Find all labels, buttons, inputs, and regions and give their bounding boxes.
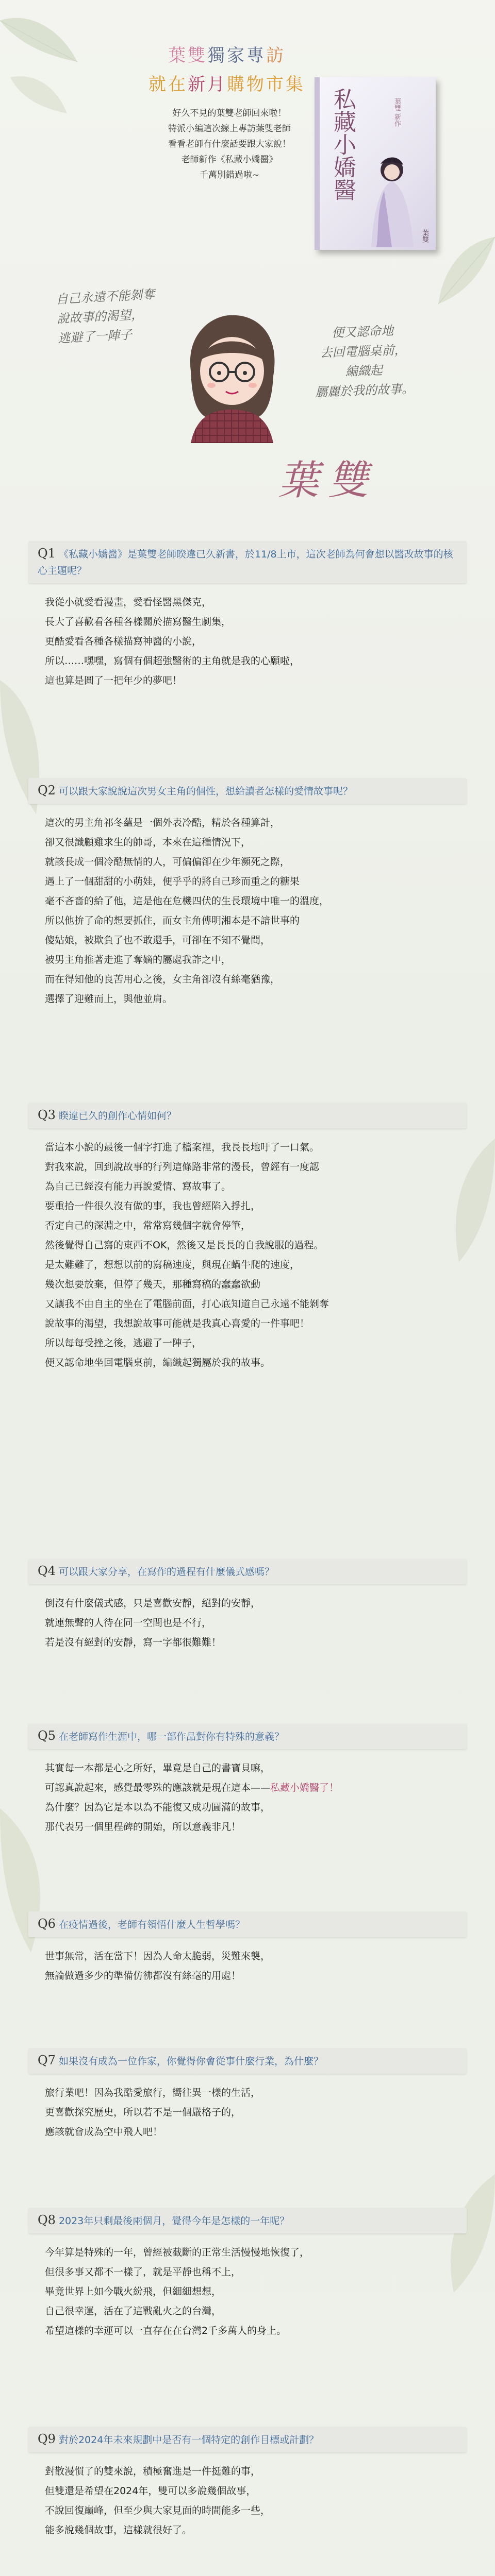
book-spine [315, 77, 320, 250]
title-interview: 訪 [266, 45, 286, 66]
question-number: Q8 [38, 2213, 56, 2227]
answer-line: 又讓我不由自主的坐在了電腦前面，打心底知道自己永遠不能剝奪 [45, 1298, 329, 1310]
answer-line: 今年算是特殊的一年，曾經被截斷的正常生活慢慢地恢復了， [45, 2247, 310, 2258]
book-title: 私藏小嬌醫 [329, 88, 356, 201]
answer-line: 不說回復巔峰，但至少與大家見面的時間能多一些， [45, 2505, 271, 2516]
answer-line: 應該就會成為空中飛人吧！ [45, 2126, 163, 2138]
answer-line: 然後覺得自己寫的東西不OK，然後又是長長的自我說服的過程。 [45, 1240, 324, 1251]
answer-line: 就該長成一個冷酷無情的人，可偏偏卻在少年瀕死之際， [45, 856, 290, 868]
qa-block-3 [28, 1103, 467, 1372]
answer-line: 但很多事又都不一樣了，就是平靜也稱不上， [45, 2266, 241, 2278]
answer-line: 倒沒有什麼儀式感，只是喜歡安靜，絕對的安靜， [45, 1598, 261, 1609]
answer [28, 2083, 467, 2142]
title-exclusive: 獨家專 [207, 45, 266, 66]
answer-line: 是太難難了，想想以前的寫稿速度，與現在蝸牛爬的速度， [45, 1259, 300, 1270]
qa-block-2 [28, 778, 467, 1009]
answer-line: 所以他拚了命的想要抓住，而女主角傅明湘本是不諳世事的 [45, 915, 300, 926]
answer-line: 但雙還是希望在2024年，雙可以多說幾個故事， [45, 2485, 256, 2497]
question-number: Q2 [38, 783, 56, 798]
question-number: Q7 [38, 2053, 56, 2067]
answer-line [45, 1798, 467, 1817]
qa-block-5 [28, 1723, 467, 1837]
qa-block-6 [28, 1911, 467, 1986]
answer [28, 592, 467, 690]
handwriting-line: 屬麗於我的故事。 [315, 381, 415, 400]
answer-line: 若是沒有絕對的安靜，寫一字都很難難！ [45, 1637, 222, 1648]
book-subtitle: 葉雙 新作 [393, 98, 401, 127]
answer-line: 能多說幾個故事，這樣就很好了。 [45, 2524, 192, 2536]
answer [28, 1594, 467, 1652]
question-number: Q5 [38, 1728, 56, 1743]
title-author: 葉雙 [168, 45, 207, 66]
answer [28, 1946, 467, 1986]
handwriting-line: 便又認命地 [331, 323, 394, 341]
answer-line: 更喜歡探究歷史，所以若不是一個嚴格子的， [45, 2107, 241, 2118]
intro-line: 千萬別錯過啦~ [199, 170, 260, 180]
answer-text: 其實每一本都是心之所好，畢竟是自己的書寶貝嘛， [45, 1762, 271, 1774]
handwriting-right [287, 319, 439, 403]
intro-line: 老師新作《私藏小嬌醫》 [181, 155, 278, 165]
question-number: Q1 [38, 546, 56, 561]
question-text: 《私藏小嬌醫》是葉雙老師睽違已久新書，於11/8上市，這次老師為何會想以醫改故事的核心主題呢？ [38, 549, 453, 577]
answer [28, 2243, 467, 2341]
answer-text: 可認真說起來，感覺最零殊的應該就是現在這本—— [45, 1782, 271, 1793]
answer [28, 1758, 467, 1837]
question-bar [28, 2048, 467, 2074]
question-number: Q9 [38, 2432, 56, 2446]
question-text: 如果沒有成為一位作家，你覺得你會從事什麼行業，為什麼？ [58, 2056, 323, 2067]
qa-block-8 [28, 2208, 467, 2341]
answer [28, 2462, 467, 2540]
highlight-book-title: 私藏小嬌醫了！ [270, 1782, 339, 1793]
answer-line: 當這本小說的最後一個字打進了檔案裡，我長長地吁了一口氣。 [45, 1142, 320, 1153]
qa-block-4 [28, 1558, 467, 1652]
answer [28, 1138, 467, 1372]
answer-text: 為什麼？因為它是本以為不能復又成功圓滿的故事， [45, 1802, 271, 1813]
title-prefix: 就在 [148, 74, 188, 95]
answer-line: 便又認命地坐回電腦桌前，編織起獨屬於我的故事。 [45, 1357, 271, 1368]
answer-line: 卻又很識顧雞求生的帥哥，本來在這種情況下， [45, 837, 251, 848]
answer-line: 說故事的渴望，我想說故事可能就是我真心喜愛的一件事吧！ [45, 1318, 310, 1329]
answer-line: 長大了喜歡看各種各樣關於描寫醫生劇集， [45, 616, 232, 628]
question-bar [28, 1103, 467, 1128]
question-text: 2023年只剩最後兩個月，覺得今年是怎樣的一年呢？ [58, 2215, 290, 2227]
answer-line: 旅行業吧！因為我酷愛旅行，嚮往異一樣的生活， [45, 2087, 261, 2098]
question-bar [28, 2208, 467, 2233]
answer-line: 幾次想要放棄，但停了幾天，那種寫稿的蠢蠢欲動 [45, 1279, 261, 1290]
answer-line: 無論做過多少的準備仿彿都沒有絲毫的用處！ [45, 1970, 241, 1981]
answer-line: 畢竟世界上如今戰火紛飛，但細細想想， [45, 2286, 222, 2297]
answer-line: 這次的男主角祁冬蘊是一個外表冷酷，精於各種算計， [45, 817, 280, 828]
author-signature: 葉雙 [278, 457, 378, 504]
intro-text [155, 106, 304, 183]
leaf-decoration-icon [0, 0, 134, 134]
question-text: 對於2024年未來規劃中是否有一個特定的創作目標或計劃？ [58, 2434, 319, 2446]
answer-line: 世事無常，活在當下！因為人命太脆弱，災難來襲， [45, 1951, 271, 1962]
answer-line: 否定自己的深淵之中，常常寫幾個字就會停筆， [45, 1220, 251, 1231]
answer-line: 對我來說，回到說故事的行列這條路非常的漫長，曾經有一度認 [45, 1161, 320, 1173]
answer-line: 被男主角推著走進了奪嫡的屬處我詐之中， [45, 954, 232, 965]
handwriting-line: 去回電腦桌前， [319, 343, 407, 360]
question-text: 睽違已久的創作心情如何？ [58, 1110, 176, 1122]
title-brand: 新月 [188, 74, 227, 95]
handwriting-line: 自己永遠不能剝奪 [55, 287, 155, 307]
answer [28, 813, 467, 1009]
handwriting-line: 逃避了一陣子 [57, 327, 133, 346]
answer-line: 希望這樣的幸運可以一直存在在台灣2千多萬人的身上。 [45, 2325, 287, 2336]
answer-line: 更酷愛看各種各樣描寫神醫的小說， [45, 636, 202, 647]
question-text: 在疫情過後，老師有領悟什麼人生哲學嗎？ [58, 1919, 245, 1930]
answer-line: 所以每每受挫之後，逃避了一陣子， [45, 1337, 202, 1349]
answer-line [45, 1778, 467, 1798]
book-author: 葉雙 [421, 229, 428, 243]
page-title [144, 41, 309, 99]
title-market: 購物市集 [227, 74, 305, 95]
answer-line: 就連無聲的人待在同一空間也是不行， [45, 1617, 212, 1629]
answer-text: 那代表另一個里程碑的開始，所以意義非凡！ [45, 1821, 241, 1833]
answer-line: 要重拾一件很久沒有做的事，我也曾經陷入掙扎， [45, 1200, 261, 1212]
answer-line [45, 1817, 467, 1837]
question-number: Q4 [38, 1564, 56, 1578]
intro-line: 好久不見的葉雙老師回來啦！ [172, 108, 287, 118]
handwriting-line: 編織起 [345, 363, 383, 379]
book-cover [315, 77, 436, 250]
qa-block-7 [28, 2048, 467, 2142]
answer-line: 選擇了迎難而上，與他並肩。 [45, 993, 173, 1005]
answer-line: 遇上了一個甜甜的小萌娃，便乎乎的將自己珍而重之的糖果 [45, 876, 300, 887]
book-illustration-icon [356, 149, 428, 247]
answer-line: 對散漫慣了的雙來說，積極奮進是一件挺難的事， [45, 2466, 261, 2477]
intro-line: 特派小編這次線上專訪葉雙老師 [168, 124, 291, 134]
author-portrait-icon [170, 309, 294, 443]
answer-line: 而在得知他的良苦用心之後，女主角卻沒有絲毫猶豫， [45, 974, 280, 985]
question-bar [28, 541, 467, 583]
answer-line [45, 1758, 467, 1778]
question-number: Q6 [38, 1917, 56, 1931]
answer-line: 自己很幸運，活在了這戰亂火之的台灣， [45, 2306, 222, 2317]
question-bar [28, 2427, 467, 2452]
question-bar [28, 1558, 467, 1584]
answer-line: 所以……嘿嘿，寫個有個超強醫術的主角就是我的心願啦， [45, 655, 300, 667]
answer-line: 為自己已經沒有能力再說愛情、寫故事了。 [45, 1181, 232, 1192]
handwriting-line: 說故事的渴望， [56, 307, 144, 327]
qa-block-9 [28, 2427, 467, 2540]
qa-block-1 [28, 541, 467, 690]
answer-line: 這也算是圓了一把年少的夢吧！ [45, 675, 183, 686]
question-bar [28, 1723, 467, 1749]
question-text: 可以跟大家說說這次男女主角的個性，想給讀者怎樣的愛情故事呢？ [58, 786, 353, 797]
question-bar [28, 778, 467, 804]
question-text: 可以跟大家分享，在寫作的過程有什麼儀式感嗎？ [58, 1566, 274, 1578]
answer-line: 毫不吝嗇的給了他，這是他在危機四伏的生長環境中唯一的溫度， [45, 895, 329, 907]
question-text: 在老師寫作生涯中，哪一部作品對你有特殊的意義？ [58, 1731, 284, 1742]
intro-line: 看看老師有什麼話要跟大家說！ [168, 139, 291, 149]
question-bar [28, 1911, 467, 1937]
answer-line: 傻姑娘，被欺負了也不敢還手，可卻在不知不覺間， [45, 935, 271, 946]
answer-line: 我從小就愛看漫畫，愛看怪醫黑傑克， [45, 597, 212, 608]
question-number: Q3 [38, 1108, 56, 1122]
